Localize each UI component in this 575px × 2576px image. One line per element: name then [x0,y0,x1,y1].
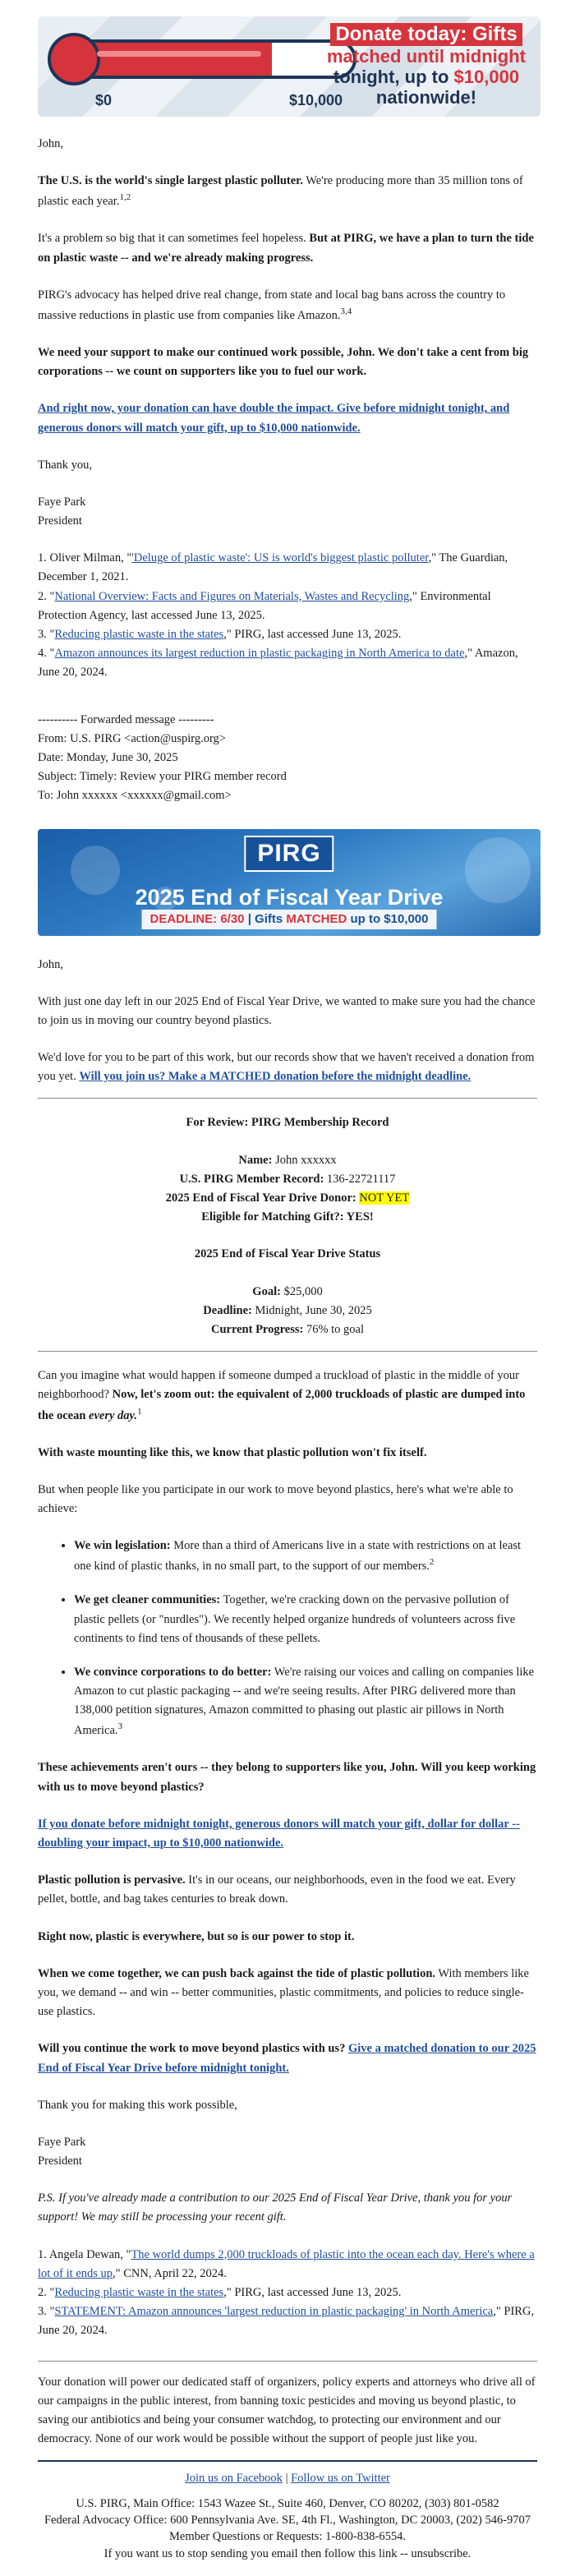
paragraph-2-6: These achievements aren't ours -- they belong to supporters like you, John. Will you keep working with us to move beyond plastics? [38,1761,536,1794]
drive-title: 2025 End of Fiscal Year Drive [135,884,444,910]
achievement-item: • We convince corporations to do better: We're raising our voices and calling on companies like Amazon to cut plastic packaging -- and we're seeing results. After PIRG delivered more than 138,000 petition signatures, Amazon committed to phasing out plastic air pillows in North America.$^3$ [74,1663,537,1741]
record-donor: 2025 End of Fiscal Year Drive Donor: NOT YET [165,1191,410,1205]
status-progress: Current Progress: 76% to goal [210,1322,365,1336]
paragraph-2: It's a problem so big that it can sometimes feel hopeless. But at PIRG, we have a plan to turn the tide on plastic waste -- and we're already making progress. [38,232,534,265]
reference-link[interactable]: Amazon announces its largest reduction in plastic packaging in North America to date [54,647,465,661]
reference-link[interactable]: Reducing plastic waste in the states [54,628,224,642]
donate-link-1[interactable]: And right now, your donation can have double the impact. Give before midnight tonight, and generous donors will match your gift, up to $10,000 nationwide. [38,402,510,435]
thermometer-glare [97,51,261,57]
pirg-fiscal-drive-banner[interactable] [38,829,540,936]
donate-headline: Donate today: Gifts [330,23,522,46]
reference-item: 3. "STATEMENT: Amazon announces 'largest reduction in plastic packaging' in North America," PIRG, June 20, 2024. [38,2305,535,2338]
divider [38,1351,537,1352]
thank-you-2: Thank you for making this work possible, [38,2098,237,2112]
thermometer-fill [72,43,272,76]
paragraph-2-5: But when people like you participate in our work to move beyond plastics, here's what we're able to achieve: [38,1482,513,1515]
reference-link[interactable]: Reducing plastic waste in the states [54,2286,224,2300]
paragraph-2-4: With waste mounting like this, we know that plastic pollution won't fix itself. [38,1445,427,1459]
references-1 [38,549,537,682]
status-goal: Goal: $25,000 [252,1284,323,1298]
paragraph-2-10: When we come together, we can push back against the tide of plastic pollution. With members like you, we demand -- and win -- better communities, plastic commitments, and policies to reduce single-use plastics. [38,1966,529,2019]
email-body [0,135,575,806]
thermometer-graphic [48,33,360,85]
donate-link-3[interactable]: If you donate before midnight tonight, generous donors will match your gift, dollar for dollar -- doubling your impact, up to $10,000 nationwide. [38,1817,520,1850]
paragraph-2-1: With just one day left in our 2025 End of Fiscal Year Drive, we wanted to make sure you had the chance to join us in moving our country beyond plastics. [38,994,536,1027]
twitter-link[interactable]: Follow us on Twitter [291,2472,390,2486]
postscript: P.S. If you've already made a contribution to our 2025 End of Fiscal Year Drive, thank you for your support! We may still be processing your recent gift. [38,2191,513,2224]
reference-link[interactable]: STATEMENT: Amazon announces 'largest reduction in plastic packaging' in North America [54,2305,494,2319]
references-2 [38,2246,537,2341]
paragraph-5 [38,399,537,437]
divider [38,1098,537,1099]
reference-link[interactable]: National Overview: Facts and Figures on Materials, Wastes and Recycling [54,589,410,603]
reference-item: 1. Angela Dewan, "The world dumps 2,000 truckloads of plastic into the ocean each day. Here's where a lot of it ends up," CNN, April 22, 2024. [38,2247,535,2280]
reference-item: 2. "Reducing plastic waste in the states," PIRG, last accessed June 13, 2025. [38,2286,402,2300]
reference-item: 2. "National Overview: Facts and Figures on Materials, Wastes and Recycling," Environmental Protection Agency, last accessed June 13, 2025. [38,589,491,622]
top-banner[interactable] [38,16,540,117]
record-member: U.S. PIRG Member Record: 136-22721117 [179,1172,396,1186]
member-contact: Member Questions or Requests: 1-800-838-6554. [169,2530,406,2544]
thermometer-min-label: $0 [95,92,113,108]
signature-title: President [38,2154,82,2168]
reference-link[interactable]: 'Deluge of plastic waste': US is world's biggest plastic polluter [131,551,429,565]
reference-link[interactable]: The world dumps 2,000 truckloads of plastic into the ocean each day. Here's where a lot of it ends up [38,2247,535,2280]
social-links: Join us on Facebook | Follow us on Twitter [185,2472,390,2486]
record-eligible: Eligible for Matching Gift?: YES! [201,1210,374,1224]
achievement-item: • We get cleaner communities: Together, we're cracking down on the pervasive pollution of plastic pellets (or "nurdles"). We recently helped organize hundreds of volunteers across five continents to find tens of thousands of these pellets. [74,1591,537,1648]
donate-today-text [324,23,529,108]
reference-item: 1. Oliver Milman, "'Deluge of plastic waste': US is world's biggest plastic polluter," The Guardian, December 1, 2021. [38,551,508,584]
status-title: 2025 End of Fiscal Year Drive Status [194,1247,381,1261]
closing-paragraph: Your donation will power our dedicated staff of organizers, policy experts and attorneys who drive all of our campaigns in the public interest, from banning toxic pesticides and moving us beyond plastic, to saving our antibiotics and being your consumer watchdog, to protecting our environment and our democracy. None of our work would be possible without the support of people just like you. [38,2375,536,2446]
donate-link-4[interactable]: Give a matched donation to our 2025 End of Fiscal Year Drive before midnight tonight. [38,2042,536,2075]
paragraph-2-11: Will you continue the work to move beyond plastics with us? Give a matched donation to our 2025 End of Fiscal Year Drive before midnight tonight. [38,2042,536,2075]
paragraph-2-2: We'd love for you to be part of this work, but our records show that we haven't received a donation from you yet. Will you join us? Make a MATCHED donation before the midnight deadline. [38,1051,535,1084]
paragraph-2-3: Can you imagine what would happen if someone dumped a truckload of plastic in the middle of your neighborhood? Now, let's zoom out: the equivalent of 2,000 truckloads of plastic are dumped into the ocean every day.$^1$ [38,1369,526,1422]
donate-link-2[interactable]: Will you join us? Make a MATCHED donation before the midnight deadline. [79,1070,472,1084]
signature-2 [38,2133,537,2171]
paragraph-1: The U.S. is the world's single largest plastic polluter. We're producing more than 35 million tons of plastic each year.$^{1,2}$ [38,174,523,209]
email-footer [38,2460,537,2561]
donate-line-4: nationwide! [375,87,477,108]
thank-you: Thank you, [38,458,93,472]
thermometer-max-label: $10,000 [289,92,343,108]
unsubscribe-text[interactable]: If you want us to stop sending you email then follow this link -- unsubscribe. [104,2546,472,2560]
pirg-logo: PIRG [244,836,334,872]
main-office: U.S. PIRG, Main Office: 1543 Wazee St., Suite 460, Denver, CO 80202, (303) 801-0582 [76,2496,499,2510]
deadline-strip: DEADLINE: 6/30 | Gifts MATCHED up to $10,000 [141,910,436,929]
paragraph-2-8: Plastic pollution is pervasive. It's in our oceans, our neighborhoods, even in the food we eat. Every pellet, bottle, and bag takes centuries to break down. [38,1873,516,1906]
membership-record [38,1113,537,1339]
reference-item: 3. "Reducing plastic waste in the states," PIRG, last accessed June 13, 2025. [38,628,402,642]
donate-line-3: tonight, up to $10,000 [333,66,520,87]
facebook-link[interactable]: Join us on Facebook [185,2472,283,2486]
forwarded-header: ---------- Forwarded message --------- From: U.S. PIRG <action@uspirg.org> Date: Monday, June 30, 2025 Subject: Timely: Review your PIRG member record To: John xxxxxx <xxxxxx@gmail.com> [38,712,287,803]
paragraph-4: We need your support to make our continued work possible, John. We don't take a cent from big corporations -- we count on supporters like you to fuel our work. [38,345,529,379]
signature [38,493,537,531]
record-name: Name: John xxxxxx [238,1153,337,1167]
record-title: For Review: PIRG Membership Record [186,1116,389,1130]
greeting: John, [38,137,64,150]
reference-item: 4. "Amazon announces its largest reduction in plastic packaging in North America to date," Amazon, June 20, 2024. [38,647,518,680]
achievement-item: • We win legislation: More than a third of Americans live in a state with restrictions on at least one kind of plastic thanks, in no small part, to the support of our members.$^2$ [74,1537,537,1576]
paragraph-2-7 [38,1815,537,1853]
donate-line-2: matched until midnight [327,45,526,67]
paragraph-2-9: Right now, plastic is everywhere, but so is our power to stop it. [38,1929,355,1943]
paragraph-3: PIRG's advocacy has helped drive real change, from state and local bag bans across the country to massive reductions in plastic use from companies like Amazon.$^{3,4}$ [38,288,506,322]
greeting-2: John, [38,957,64,971]
not-yet-badge: NOT YET [359,1191,410,1205]
status-deadline: Deadline: Midnight, June 30, 2025 [203,1303,372,1317]
closing-section [38,2361,537,2449]
thermometer-bulb [48,33,100,85]
signature-name: Faye Park [38,495,86,509]
achievements-list [38,1537,537,1740]
signature-title: President [38,514,82,528]
email-body-2 [0,956,575,2562]
signature-name: Faye Park [38,2135,86,2149]
federal-office: Federal Advocacy Office: 600 Pennsylvania Ave. SE, 4th Fl., Washington, DC 20003, (202) 546-9707 [44,2513,531,2527]
